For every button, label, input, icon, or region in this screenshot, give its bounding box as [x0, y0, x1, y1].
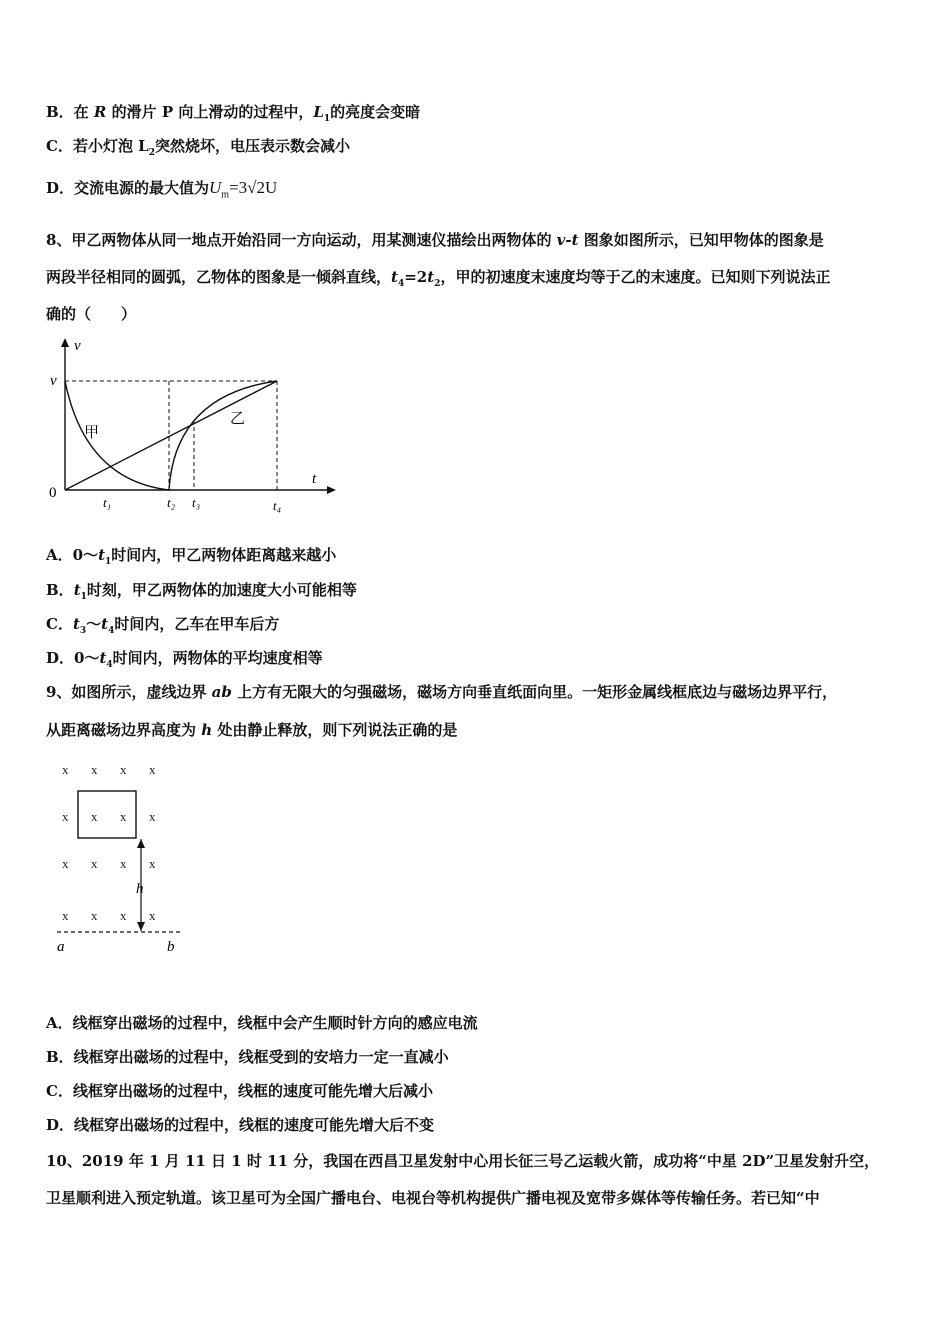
label-b: b [167, 939, 175, 955]
label-a: a [57, 939, 65, 955]
q9-option-c: C．线框穿出磁场的过程中，线框的速度可能先增大后减小 [46, 1082, 433, 1100]
jia-curve-2 [169, 381, 277, 490]
q9-option-b: B．线框穿出磁场的过程中，线框受到的安培力一定一直减小 [46, 1048, 449, 1066]
tick-t3: t₃ [192, 495, 201, 510]
svg-text:x: x [62, 809, 69, 824]
q10-stem-line-2: 卫星顺利进入预定轨道。该卫星可为全国广播电台、电视台等机构提供广播电视及宽带多媒体等传输任务。若已知“中 [46, 1189, 820, 1207]
svg-text:x: x [62, 908, 69, 923]
q9-option-a: A．线框穿出磁场的过程中，线框中会产生顺时针方向的感应电流 [46, 1014, 478, 1032]
tick-t4: t₄ [273, 498, 282, 513]
wire-frame [78, 791, 136, 838]
svg-text:x: x [149, 856, 156, 871]
height-arrow-down [137, 922, 145, 931]
v-value-label: v [50, 373, 57, 389]
jia-label: 甲 [84, 425, 100, 441]
q8-stem-line-2: 两段半径相同的圆弧，乙物体的图象是一倾斜直线，$t_4=2t_2$，甲的初速度末速度均等于乙的末速度。已知则下列说法正 [46, 268, 831, 289]
svg-text:x: x [149, 908, 156, 923]
svg-text:x: x [120, 908, 127, 923]
tick-t1: t₁ [103, 495, 112, 510]
v-axis-arrow [61, 338, 69, 347]
svg-text:x: x [62, 856, 69, 871]
magnetic-field-figure [45, 755, 195, 960]
tick-t2: t₂ [167, 495, 176, 510]
svg-text:x: x [91, 762, 98, 777]
svg-text:x: x [91, 809, 98, 824]
q9-option-d: D．线框穿出磁场的过程中，线框的速度可能先增大后不变 [46, 1116, 435, 1134]
q8-stem-line-3: 确的（ ） [46, 305, 137, 323]
svg-text:x: x [91, 908, 98, 923]
yi-label: 乙 [230, 411, 246, 427]
svg-text:x: x [120, 762, 127, 777]
height-arrow-up [137, 839, 145, 848]
q7-option-d: D．交流电源的最大值为$U_m=3√2U$ [46, 178, 278, 201]
jia-curve-1 [65, 381, 169, 490]
svg-text:x: x [120, 809, 127, 824]
svg-text:x: x [149, 809, 156, 824]
vt-graph [40, 335, 350, 515]
svg-text:x: x [149, 762, 156, 777]
svg-text:x: x [91, 856, 98, 871]
q10-stem-line-1: 10、2019 年 1 月 11 日 1 时 11 分，我国在西昌卫星发射中心用长征三号乙运载火箭，成功将“中星 2D”卫星发射升空， [46, 1152, 880, 1170]
svg-text:x: x [120, 856, 127, 871]
q8-option-a: A．$0\sim t_1$时间内，甲乙两物体距离越来越小 [46, 546, 337, 567]
q9-stem-line-2: 从距离磁场边界高度为 h 处由静止释放，则下列说法正确的是 [46, 721, 458, 739]
q8-option-b: B．$t_1$时刻，甲乙两物体的加速度大小可能相等 [46, 581, 357, 602]
q8-option-c: C．$t_3\sim t_4$时间内，乙车在甲车后方 [46, 615, 280, 636]
q9-stem-line-1: 9、如图所示，虚线边界 ab 上方有无限大的匀强磁场，磁场方向垂直纸面向里。一矩形金属线框底边与磁场边界平行， [46, 683, 838, 701]
q8-option-d: D．$0\sim t_4$时间内，两物体的平均速度相等 [46, 649, 323, 670]
svg-text:x: x [62, 762, 69, 777]
q7-option-c: C．若小灯泡 $L_2$突然烧坏，电压表示数会减小 [46, 137, 350, 158]
q8-stem-line-1: 8、甲乙两物体从同一地点开始沿同一方向运动，用某测速仪描绘出两物体的 v-t 图象如图所示，已知甲物体的图象是 [46, 231, 824, 249]
max-voltage-formula: $U_m=3√2U$ [209, 178, 278, 201]
v-axis-label: v [74, 338, 81, 354]
t-axis-arrow [327, 486, 336, 494]
q7-option-b: B．在 R 的滑片 P 向上滑动的过程中，$L_1$的亮度会变暗 [46, 103, 421, 124]
t-axis-label: t [312, 471, 317, 487]
origin-label: 0 [49, 485, 57, 501]
height-label: h [136, 881, 144, 897]
